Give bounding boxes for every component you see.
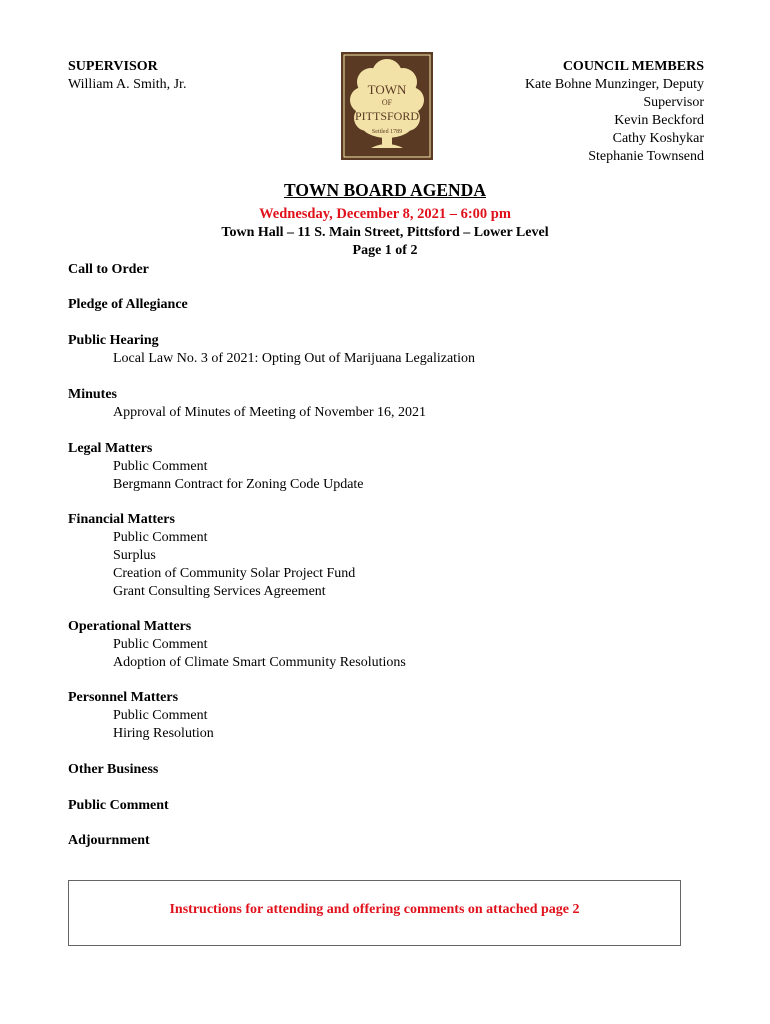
- agenda-item-other-business: [68, 761, 158, 779]
- agenda-item-heading: Adjournment: [68, 833, 150, 848]
- agenda-subitem: Public Comment: [113, 459, 208, 474]
- agenda-item-adjournment: [68, 832, 150, 850]
- agenda-item-financial-matters: [68, 511, 355, 601]
- agenda-item-heading: Call to Order: [68, 262, 149, 277]
- agenda-subitem: Bergmann Contract for Zoning Code Update: [113, 477, 364, 492]
- meeting-location: Town Hall – 11 S. Main Street, Pittsford – Lower Level: [221, 225, 549, 240]
- agenda-item-heading: Public Hearing: [68, 333, 159, 348]
- agenda-item-minutes: [68, 386, 426, 422]
- agenda-item-heading: Pledge of Allegiance: [68, 297, 188, 312]
- logo-text-of: OF: [381, 98, 393, 107]
- agenda-item-heading: Minutes: [68, 387, 117, 402]
- agenda-item-operational-matters: [68, 618, 406, 672]
- council-line: Cathy Koshykar: [612, 131, 704, 146]
- page-number: Page 1 of 2: [352, 243, 418, 258]
- agenda-item-public-hearing: [68, 332, 475, 368]
- agenda-subitem: Approval of Minutes of Meeting of November 16, 2021: [113, 405, 426, 420]
- agenda-subitem: Grant Consulting Services Agreement: [113, 584, 326, 599]
- agenda-item-heading: Financial Matters: [68, 512, 175, 527]
- agenda-item-heading: Other Business: [68, 762, 159, 777]
- agenda-subitem: Public Comment: [113, 637, 208, 652]
- town-seal-graphic: [341, 52, 433, 160]
- agenda-item-heading: Personnel Matters: [68, 690, 179, 705]
- agenda-item-public-comment: [68, 797, 169, 815]
- agenda-subitem: Creation of Community Solar Project Fund: [113, 566, 356, 581]
- council-members-block: [474, 58, 704, 166]
- council-line: Stephanie Townsend: [588, 149, 704, 164]
- agenda-item-call-to-order: [68, 261, 149, 279]
- agenda-subitem: Public Comment: [113, 708, 208, 723]
- logo-text-town: TOWN: [367, 82, 407, 97]
- agenda-item-heading: Operational Matters: [68, 619, 192, 634]
- council-line: Kevin Beckford: [614, 113, 704, 128]
- agenda-item-personnel-matters: [68, 689, 214, 743]
- logo-text-settled: Settled 1789: [371, 129, 403, 135]
- agenda-item-heading: Legal Matters: [68, 441, 153, 456]
- agenda-subitem: Public Comment: [113, 530, 208, 545]
- town-of-pittsford-logo: [341, 52, 433, 160]
- supervisor-heading: SUPERVISOR: [68, 59, 158, 74]
- instructions-notice: Instructions for attending and offering comments on attached page 2: [169, 902, 580, 917]
- agenda-subitem: Surplus: [113, 548, 156, 563]
- council-heading: COUNCIL MEMBERS: [562, 59, 704, 74]
- agenda-subitem: Local Law No. 3 of 2021: Opting Out of Marijuana Legalization: [113, 351, 475, 366]
- logo-text-pittsford: PITTSFORD: [354, 109, 420, 123]
- supervisor-block: [68, 58, 186, 94]
- agenda-title: TOWN BOARD AGENDA: [284, 180, 486, 200]
- agenda-subitem: Adoption of Climate Smart Community Resolutions: [113, 655, 406, 670]
- agenda-item-legal-matters: [68, 440, 364, 494]
- agenda-item-heading: Public Comment: [68, 798, 169, 813]
- agenda-item-pledge: [68, 296, 188, 314]
- council-line: Supervisor: [643, 95, 704, 110]
- supervisor-name: William A. Smith, Jr.: [68, 77, 187, 92]
- agenda-subitem: Hiring Resolution: [113, 726, 214, 741]
- meeting-date: Wednesday, December 8, 2021 – 6:00 pm: [259, 206, 511, 222]
- instructions-box: [68, 880, 681, 946]
- council-line: Kate Bohne Munzinger, Deputy: [524, 77, 704, 92]
